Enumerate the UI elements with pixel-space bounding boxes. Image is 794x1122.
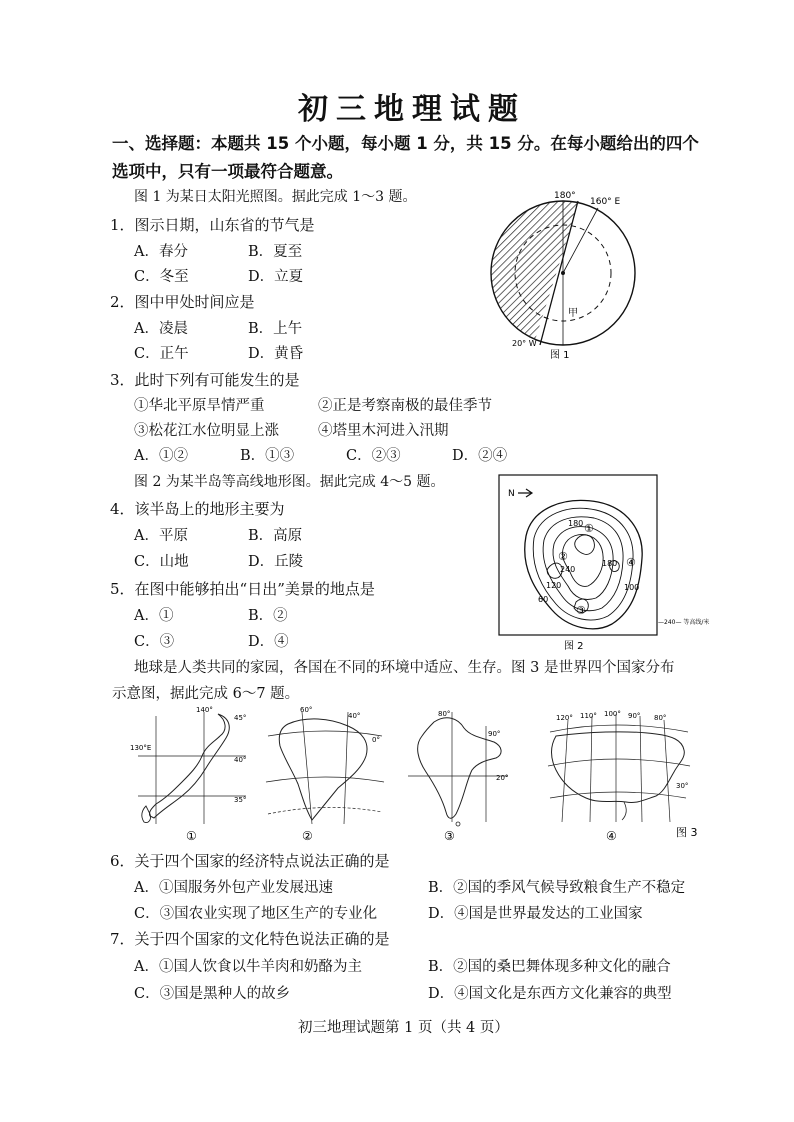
map2-tick-c: 0° bbox=[372, 736, 380, 744]
question-5-option-b[interactable]: B．② bbox=[248, 608, 288, 624]
map-1-country bbox=[130, 706, 246, 843]
question-1-stem: 1．图示日期，山东省的节气是 bbox=[110, 216, 315, 234]
map3-number: ③ bbox=[444, 829, 455, 843]
question-3-option-b[interactable]: B．①③ bbox=[240, 448, 295, 464]
fig2-contour-b: 240 bbox=[560, 565, 576, 574]
map4-number: ④ bbox=[606, 829, 617, 843]
section-heading-line1: 一、选择题：本题共 15 个小题，每小题 1 分，共 15 分。在每小题给出的四个 bbox=[112, 134, 699, 153]
question-4-option-b[interactable]: B．高原 bbox=[248, 528, 303, 544]
question-5-option-d[interactable]: D．④ bbox=[248, 634, 289, 650]
page-title: 初三地理试题 bbox=[298, 92, 526, 127]
map-3-country bbox=[408, 710, 508, 843]
map1-tick-a: 140° bbox=[196, 706, 213, 714]
figure-2-contour-map bbox=[498, 474, 710, 652]
page-footer: 初三地理试题第 1 页（共 4 页） bbox=[298, 1020, 509, 1036]
question-6-option-d[interactable]: D．④国是世界最发达的工业国家 bbox=[428, 906, 643, 922]
fig3-label: 图 3 bbox=[676, 826, 698, 839]
question-3-statement-1: ①华北平原旱情严重 bbox=[134, 398, 265, 414]
question-7-option-a[interactable]: A．①国人饮食以牛羊肉和奶酪为主 bbox=[134, 959, 362, 975]
question-3-option-a[interactable]: A．①② bbox=[134, 448, 188, 464]
fig1-point-jia: 甲 bbox=[568, 308, 578, 319]
map1-tick-c: 130°E bbox=[130, 744, 152, 752]
question-1-option-b[interactable]: B．夏至 bbox=[248, 244, 303, 260]
question-3-stem: 3．此时下列有可能发生的是 bbox=[110, 371, 300, 389]
map4-tick-e: 80° bbox=[654, 714, 667, 722]
question-1-option-d[interactable]: D．立夏 bbox=[248, 269, 304, 285]
question-3-statement-2: ②正是考察南极的最佳季节 bbox=[318, 398, 492, 414]
question-3-option-c[interactable]: C．②③ bbox=[346, 448, 401, 464]
map2-tick-a: 60° bbox=[300, 706, 313, 714]
question-6-stem: 6．关于四个国家的经济特点说法正确的是 bbox=[110, 852, 390, 870]
question-5-stem: 5．在图中能够拍出“日出”美景的地点是 bbox=[110, 580, 375, 598]
question-3-statement-3: ③松花江水位明显上涨 bbox=[134, 423, 279, 439]
map1-tick-d: 40° bbox=[234, 756, 247, 764]
fig2-contour-d: 60 bbox=[538, 595, 549, 604]
map1-number: ① bbox=[186, 829, 197, 843]
intro-fig3-line2: 示意图，据此完成 6～7 题。 bbox=[112, 686, 300, 702]
fig1-label: 图 1 bbox=[550, 350, 570, 361]
question-2-option-c[interactable]: C．正午 bbox=[134, 346, 189, 362]
figure-1-illumination bbox=[488, 186, 638, 366]
map4-tick-d: 90° bbox=[628, 712, 641, 720]
question-2-stem: 2．图中甲处时间应是 bbox=[110, 293, 255, 311]
question-7-option-b[interactable]: B．②国的桑巴舞体现多种文化的融合 bbox=[428, 959, 671, 975]
fig2-north-label: N bbox=[508, 489, 515, 499]
fig2-point-2: ② bbox=[558, 550, 568, 563]
map4-tick-f: 30° bbox=[676, 782, 689, 790]
intro-fig2: 图 2 为某半岛等高线地形图。据此完成 4～5 题。 bbox=[134, 474, 445, 490]
map3-tick-a: 80° bbox=[438, 710, 451, 718]
fig2-point-4: ④ bbox=[626, 556, 636, 569]
section-heading-line2: 选项中，只有一项最符合题意。 bbox=[112, 162, 343, 181]
map2-tick-b: 40° bbox=[348, 712, 361, 720]
question-4-option-c[interactable]: C．山地 bbox=[134, 554, 189, 570]
map3-tick-c: 20° bbox=[496, 774, 509, 782]
fig2-point-1: ① bbox=[584, 522, 594, 535]
map4-tick-c: 100° bbox=[604, 710, 621, 718]
question-6-option-a[interactable]: A．①国服务外包产业发展迅速 bbox=[134, 880, 333, 896]
fig2-contour-f: 180 bbox=[602, 559, 618, 568]
question-3-statement-4: ④塔里木河进入汛期 bbox=[318, 423, 449, 439]
map3-tick-b: 90° bbox=[488, 730, 501, 738]
question-7-stem: 7．关于四个国家的文化特色说法正确的是 bbox=[110, 930, 390, 948]
question-2-option-d[interactable]: D．黄昏 bbox=[248, 346, 304, 362]
map-4-country bbox=[548, 710, 690, 843]
map4-tick-a: 120° bbox=[556, 714, 573, 722]
intro-fig1: 图 1 为某日太阳光照图。据此完成 1～3 题。 bbox=[134, 189, 417, 205]
map1-tick-e: 35° bbox=[234, 796, 247, 804]
question-4-stem: 4．该半岛上的地形主要为 bbox=[110, 500, 285, 518]
question-7-option-d[interactable]: D．④国文化是东西方文化兼容的典型 bbox=[428, 986, 672, 1002]
question-4-option-d[interactable]: D．丘陵 bbox=[248, 554, 304, 570]
fig2-contour-c: 120 bbox=[546, 581, 562, 590]
map1-tick-b: 45° bbox=[234, 714, 247, 722]
question-7-option-c[interactable]: C．③国是黑种人的故乡 bbox=[134, 986, 291, 1002]
question-5-option-c[interactable]: C．③ bbox=[134, 634, 175, 650]
question-3-option-d[interactable]: D．②④ bbox=[452, 448, 508, 464]
fig2-label: 图 2 bbox=[564, 641, 584, 652]
question-2-option-a[interactable]: A．凌晨 bbox=[134, 321, 188, 337]
question-6-option-c[interactable]: C．③国农业实现了地区生产的专业化 bbox=[134, 906, 378, 922]
map4-tick-b: 110° bbox=[580, 712, 597, 720]
question-6-option-b[interactable]: B．②国的季风气候导致粮食生产不稳定 bbox=[428, 880, 686, 896]
figure-3-country-maps bbox=[116, 706, 716, 846]
intro-fig3-line1: 地球是人类共同的家园，各国在不同的环境中适应、生存。图 3 是世界四个国家分布 bbox=[134, 660, 675, 676]
fig1-lon-right: 160° E bbox=[590, 197, 621, 207]
fig1-lon-top: 180° bbox=[554, 191, 576, 201]
map-2-country bbox=[266, 706, 384, 843]
fig2-point-3: ③ bbox=[576, 604, 586, 617]
question-1-option-a[interactable]: A．春分 bbox=[134, 244, 188, 260]
question-1-option-c[interactable]: C．冬至 bbox=[134, 269, 189, 285]
question-5-option-a[interactable]: A．① bbox=[134, 608, 174, 624]
fig2-contour-a: 180 bbox=[568, 519, 584, 528]
question-4-option-a[interactable]: A．平原 bbox=[134, 528, 188, 544]
fig2-contour-e: 100 bbox=[624, 583, 640, 592]
fig1-lon-bottom: 20° W bbox=[512, 339, 537, 348]
map2-number: ② bbox=[302, 829, 313, 843]
question-2-option-b[interactable]: B．上午 bbox=[248, 321, 303, 337]
fig2-legend: —240— 等高线/米 bbox=[658, 619, 710, 626]
